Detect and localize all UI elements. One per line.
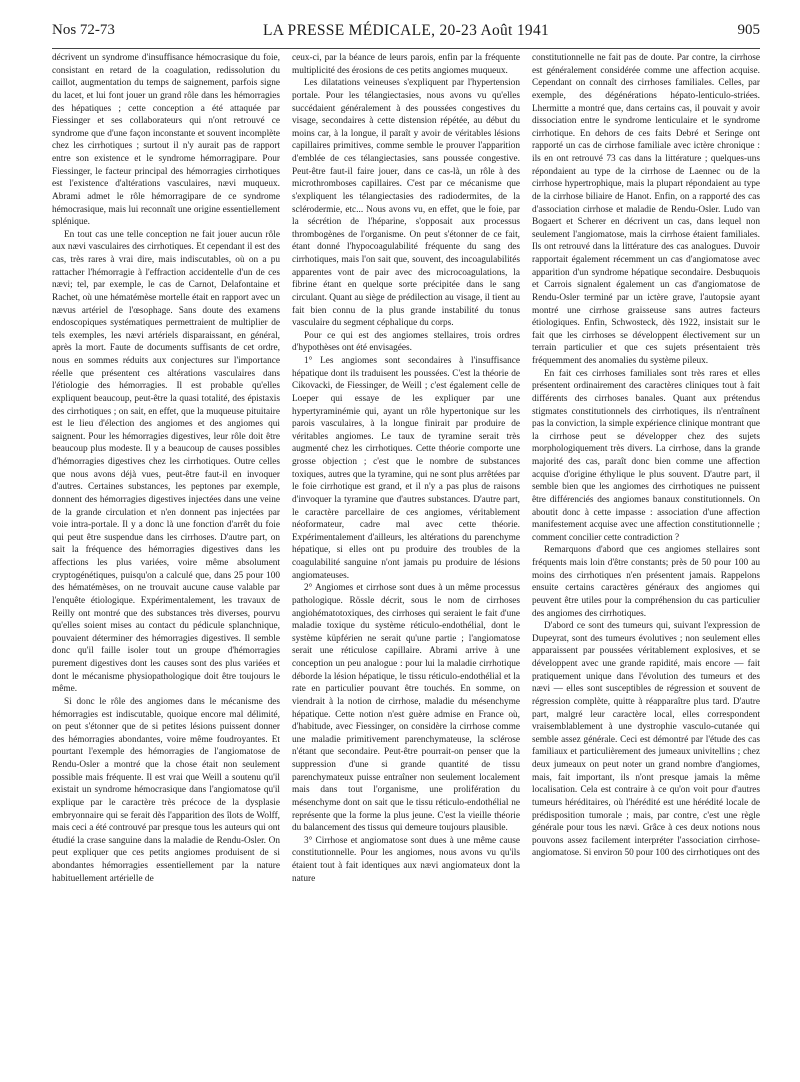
journal-line bbox=[52, 22, 760, 40]
paragraph: En tout cas une telle conception ne fait jouer aucun rôle aux nævi vasculaires des cirrhotiques. Et cependant il est des cas, très rares à vrai dire, mais indiscutables, où on a pu rattacher l'hémorragie à l'effraction accidentelle d'un de ces nævi; tel, par exemple, le cas de Carnot, Delafontaine et Rachet, où une hématémèse mortelle était en rapport avec un nævus artériel de l'œsophage. Sans doute des examens endoscopiques systématiques permettraient de multiplier de tels exemples, les nævi artériels disparaissant, en général, après la mort. Faute de documents suffisants de cet ordre, nous en sommes réduits aux conjectures sur l'importance réelle que présentent ces altérations vasculaires dans l'étiologie des hémorragies. Il est probable qu'elles expliquent beaucoup, peut-être la quasi totalité, des épistaxis des cirrhotiques ; on sait, en effet, que la muqueuse pituitaire est le lieu d'élection des angiomes et des angiomes qui saignent. Pour les hémorragies digestives, leur rôle doit être beaucoup plus modeste. Il y a beaucoup de causes possibles d'hémorragies digestives chez les cirrhotiques. Outre celles que nous avons déjà vues, peut-être faut-il en invoquer d'autres. Certaines substances, les peptones par exemple, donnent des hémorragies digestives injectées dans une veine de la grande circulation et n'en donnent pas injectées par voie intra-portale. Il y a donc là une fonction d'arrêt du foie qui peut être suspendue dans les cirrhoses. D'autre part, on sait la fréquence des hémorragies digestives dans les affections les plus variées, voire même absolument cryptogénétiques, puisqu'on a calculé que, dans 25 pour 100 des hématémèses, on ne trouvait aucune cause valable par l'enquête étiologique. Expérimentalement, les travaux de Reilly ont montré que des substances très diverses, pourvu qu'elles soient mises au contact du pédicule splanchnique, pouvaient déterminer des hémorragies digestives. Il semble donc qu'il faille isoler tout un groupe d'hémorragies purement digestives dont les causes sont des plus variées et dont le mécanisme physiopathologique doit être toujours le même. bbox=[52, 229, 280, 695]
paragraph: Pour ce qui est des angiomes stellaires, trois ordres d'hypothèses ont été envisagées. bbox=[292, 330, 520, 354]
paragraph: Remarquons d'abord que ces angiomes stellaires sont fréquents mais loin d'être constants; près de 50 pour 100 au moins des cirrhotiques n'en présentent jamais. Rappelons ensuite certains caractères généraux des angiomes qui peuvent être utiles pour la compréhension du cas particulier des angiomes des cirrhotiques. bbox=[532, 545, 760, 619]
article-body bbox=[52, 52, 760, 1074]
paragraph: 2° Angiomes et cirrhose sont dues à un même processus pathologique. Rössle décrit, sous le nom de cirrhoses angiohématotoxiques, des cirrhoses qui seraient le fait d'une maladie toxique du système réticulo-endothélial, dont le système küpférien ne serait qu'une partie ; l'angiomatose serait une réticulose capillaire. Abrami arrive à une conception un peu analogue : pour lui la maladie cirrhotique déborde la lésion hépatique, le tissu réticulo-endothélial et la rate en particulier pouvant être touchés. En somme, on viendrait à la notion de cirrhose, maladie du mésenchyme hépatique. Cette notion n'est guère admise en France où, d'habitude, avec Fiessinger, on considère la cirrhose comme une maladie primitivement parenchymateuse, la sclérose n'étant que secondaire. Peut-être pourrait-on penser que la suppression d'une si grande quantité de tissu parenchymateux puisse entraîner non seulement localement mais dans tout l'organisme, une prolifération du mésenchyme dont on sait que le tissu réticulo-endothélial ne représente que la forme la plus jeune. C'est la vieille théorie du balancement des tissus qui demeure toujours plausible. bbox=[292, 583, 520, 834]
paragraph: 3° Cirrhose et angiomatose sont dues à une même cause constitutionnelle. Pour les angiomes, nous avons vu qu'ils étaient tout à fait identiques aux nævi angiomateux dont la nature bbox=[292, 835, 520, 884]
header-rule bbox=[52, 48, 760, 49]
journal-title: LA PRESSE MÉDICALE, bbox=[262, 22, 436, 39]
issue-number: Nos 72-73 bbox=[52, 22, 115, 38]
paragraph: En fait ces cirrhoses familiales sont très rares et elles présentent ordinairement des caractères cliniques tout à fait différents des cirrhoses banales. Quant aux prétendus stigmates constitutionnels des cirrhotiques, ils n'entraînent pas la conviction, la simple expérience clinique montrant que la cirrhose peut se développer chez des sujets morphologiquement très divers. La cirrhose, dans la grande majorité des cas, paraît donc bien comme une affection acquise d'origine éthylique le plus souvent. D'autre part, il semble bien que les angiomes des cirrhotiques ne puissent être différenciés des angiomes banaux constitutionnels. On aboutit donc à cette impasse : association d'une affection manifestement acquise avec une affection constitutionnelle ; comment concilier cette contradiction ? bbox=[532, 368, 760, 543]
paragraph: ceux-ci, par la béance de leurs parois, enfin par la fréquente multiplicité des érosions de ces petits angiomes muqueux. bbox=[292, 53, 520, 76]
paragraph: constitutionnelle ne fait pas de doute. Par contre, la cirrhose est généralement considérée comme une affection acquise. Cependant on connaît des cirrhoses familiales. Celles, par exemple, des dégénérations hépato-lenticulo-striées. Lhermitte a montré que, dans certains cas, il pouvait y avoir dissociation entre le syndrome lenticulaire et le syndrome cirrhotique. En dehors de ces faits Debré et Seringe ont rapporté un cas de cirrhose familiale avec ictère chronique : ils en ont retrouvé 73 cas dans la littérature ; quelques-uns répondaient au type de la cirrhose de Laennec ou de la cirrhose hypertrophique, mais la plupart répondaient au type de la cirrhose biliaire de Hanot. Enfin, on a rapporté des cas d'association cirrhose et maladie de Rendu-Osler. Ludo van Bogaert et Scherer en décrivent un cas, dans lequel non seulement l'angiomatose, mais la cirrhose étaient familiales. Ils ont retrouvé dans la littérature des cas analogues. Duvoir rapportait également récemment un cas d'angiomatose avec apparition d'un syndrome hépatique secondaire. Desbuquois et Carrois signalent également un cas d'angiomatose de Rendu-Osler terminé par un ictère grave, l'autopsie ayant montré une cirrhose graisseuse sans autres facteurs étiologiques. Enfin, Schwosteck, dès 1922, insistait sur le fait que les cirrhoses se développent électivement sur un terrain particulier et que ces sujets présentaient très fréquemment des anomalies du système pileux. bbox=[532, 53, 760, 366]
column-3 bbox=[532, 52, 760, 1074]
paragraph: Les dilatations veineuses s'expliquent par l'hypertension portale. Pour les télangiectasies, nous avons vu qu'elles succédaient généralement à des poussées congestives du visage, secondaires à cette distension répétée, au début du moins car, à la longue, il paraît y avoir de véritables lésions capillaires primitives, comme semble le prouver l'apparition d'emblée de ces télangiectasies, sans poussée congestive. Peut-être faut-il faire jouer, dans ce cas-là, un rôle à des microthromboses capillaires. C'est par ce mécanisme que s'expliquent les télangiectasies des radiodermites, de la sclérodermie, etc... Nous avons vu, en effet, que le foie, par la sécrétion de l'héparine, s'opposait aux processus thrombogènes de l'organisme. On peut s'étonner de ce fait, étant donné l'hypocoagulabilité fréquente du sang des cirrhotiques, mais l'on sait que, souvent, des incoagulabilités apparentes vont de pair avec des microcoagulations, la fibrine étant en quelque sorte précipitée dans le sang circulant. Quant au siège de prédilection au visage, il tient au fait bien connu de la plus grande instabilité du tonus vasculaire du segment céphalique du corps. bbox=[292, 78, 520, 329]
page-number: 905 bbox=[737, 22, 760, 38]
paragraph: décrivent un syndrome d'insuffisance hémocrasique du foie, consistant en retard de la coagulation, redissolution du caillot, augmentation du temps de saignement, parfois signe du lacet, et lui font jouer un grand rôle dans les hémorragies des hépatiques ; cette conception a été attaquée par Fiessinger et ses collaborateurs qui n'ont retrouvé ce syndrome que d'une façon inconstante et souvent incomplète chez les cirrhotiques ; surtout il n'y aurait pas de rapport entre son existence et le syndrome hémorragipare. Pour Fiessinger, le facteur principal des hémorragies cirrhotiques est l'existence d'altérations vasculaires, nævi muqueux. Abrami admet le rôle hémorragipare de ce syndrome hémocrasique, mais lui reconnaît une origine essentiellement splénique. bbox=[52, 53, 280, 228]
paragraph: D'abord ce sont des tumeurs qui, suivant l'expression de Dupeyrat, sont des tumeurs évolutives ; non seulement elles apparaissent par poussées véritablement explosives, et se développent avec une grande rapidité, mais encore — fait pratiquement unique dans l'évolution des tumeurs et des nævi — elles sont susceptibles de régression et souvent de régression complète, quitte à réapparaître plus tard. D'autre part, malgré leur caractère local, elles correspondent vraisemblablement à une dystrophie vasculo-cutanée qui semble assez générale. Ceci est démontré par l'étude des cas familiaux et particulièrement des jumeaux univitellins ; chez deux jumeaux on peut noter un grand nombre d'angiomes, mais, fait important, ils n'ont presque jamais la même localisation. Cela est contraire à ce qu'on voit pour d'autres tumeurs héréditaires, où l'hérédité est une hérédité locale de prédisposition tumorale ; mais, par contre, c'est une règle générale pour tous les nævi. Grâce à ces deux notions nous pouvons assez facilement interpréter l'association cirrhose-angiomatose. Si environ 50 pour 100 des cirrhotiques ont des bbox=[532, 621, 760, 859]
paragraph: Si donc le rôle des angiomes dans le mécanisme des hémorragies est indiscutable, quoique encore mal délimité, on peut s'étonner que de si petites lésions puissent donner des hémorragies abondantes, voire même foudroyantes. Et pourtant l'exemple des hémorragies de l'angiomatose de Rendu-Osler a montré que la chose était non seulement possible mais fréquente. Il est vrai que Weill a soutenu qu'il existait un syndrome hémocrasique dans l'angiomatose qu'il explique par le caractère très précoce de la dysplasie embryonnaire qui se ferait dès l'apparition des îlots de Wolff, mais ceci a été controuvé par presque tous les auteurs qui ont étudié la crase sanguine dans la maladie de Rendu-Osler. On peut expliquer que ces petits angiomes produisent de si abondantes hémorragies essentiellement par la nature habituellement artérielle de bbox=[52, 696, 280, 884]
running-header bbox=[52, 22, 760, 44]
paragraph: 1° Les angiomes sont secondaires à l'insuffisance hépatique dont ils traduisent les poussées. C'est la théorie de Cikovacki, de Fiessinger, de Weill ; c'est également celle de Loeper qui essaye de les expliquer par une hypertyraminémie qui, ayant un rôle hypertonique sur les parois vasculaires, à la longue finirait par produire de véritables angiomes. Le taux de tyramine serait très augmenté chez les cirrhotiques. Cette théorie comporte une grosse objection ; c'est que le nombre de substances toxiques, autres que la tyramine, qui ne sont plus arrêtées par le foie cirrhotique est grand, et il n'y a pas plus de raisons d'invoquer la tyramine que d'autres substances. D'autre part, le caractère parcellaire de ces angiomes, véritablement néoformateur, cadre mal avec cette théorie. Expérimentalement d'ailleurs, les altérations du parenchyme hépatique, si elles ont pu produire des troubles de la coagulabilité sanguine n'ont jamais pu produire de lésions angiomateuses. bbox=[292, 356, 520, 581]
issue-date: 20-23 Août 1941 bbox=[439, 22, 550, 39]
column-1 bbox=[52, 52, 280, 1074]
column-2 bbox=[292, 52, 520, 1074]
